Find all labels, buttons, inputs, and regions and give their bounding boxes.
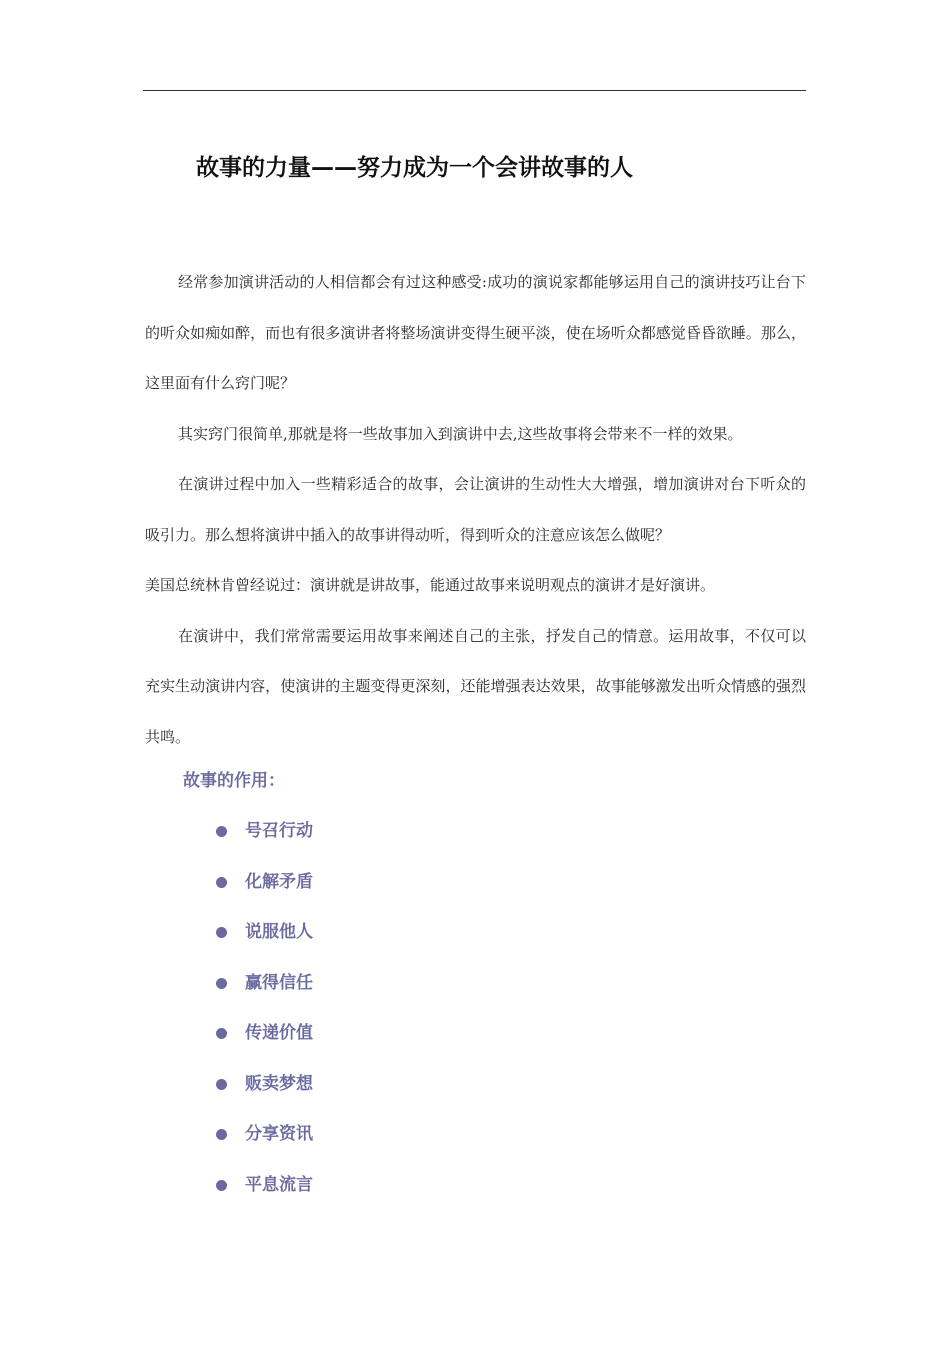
list-item (216, 865, 313, 916)
story-uses-list (216, 814, 313, 1218)
list-item (216, 1067, 313, 1118)
list-item-label: 号召行动 (245, 821, 313, 841)
list-item (216, 966, 313, 1017)
list-item-label: 传递价值 (245, 1023, 313, 1043)
bullet-icon (216, 978, 227, 989)
paragraph: 美国总统林肯曾经说过：演讲就是讲故事，能通过故事来说明观点的演讲才是好演讲。 (145, 576, 716, 594)
list-item (216, 814, 313, 865)
bullet-icon (216, 1129, 227, 1140)
bullet-icon (216, 1028, 227, 1039)
paragraph: 其实窍门很简单,那就是将一些故事加入到演讲中去,这些故事将会带来不一样的效果。 (178, 424, 743, 443)
bullet-icon (216, 927, 227, 938)
bullet-icon (216, 1079, 227, 1090)
list-item-label: 赢得信任 (245, 972, 313, 993)
header-rule (143, 90, 806, 91)
list-item-label: 贩卖梦想 (245, 1073, 313, 1094)
bullet-icon (216, 1180, 227, 1191)
paragraph: 在演讲中，我们常常需要运用故事来阐述自己的主张，抒发自己的情意。运用故事，不仅可以充实生动演讲内容，使演讲的主题变得更深刻，还能增强表达效果，故事能够激发出听众情感的强烈共鸣。 (145, 626, 806, 746)
bullet-icon (216, 877, 227, 888)
list-item (216, 1117, 313, 1168)
list-item (216, 1168, 313, 1219)
list-item-label: 平息流言 (245, 1174, 313, 1195)
section-heading: 故事的作用： (183, 771, 285, 791)
list-item-label: 化解矛盾 (245, 871, 313, 892)
body-text (145, 257, 806, 762)
list-item-label: 分享资讯 (245, 1124, 313, 1144)
list-item (216, 1016, 313, 1067)
bullet-icon (216, 826, 227, 837)
list-item-label: 说服他人 (245, 922, 313, 942)
paragraph: 在演讲过程中加入一些精彩适合的故事，会让演讲的生动性大大增强，增加演讲对台下听众的吸引力。那么想将演讲中插入的故事讲得动听，得到听众的注意应该怎么做呢？ (145, 475, 806, 544)
paragraph: 经常参加演讲活动的人相信都会有过这种感受:成功的演说家都能够运用自己的演讲技巧让台下的听众如痴如醉，而也有很多演讲者将整场演讲变得生硬平淡，使在场听众都感觉昏昏欲睡。那么，这里面有什么窍门呢？ (145, 273, 806, 392)
document-title: 故事的力量——努力成为一个会讲故事的人 (196, 155, 633, 181)
list-item (216, 915, 313, 966)
